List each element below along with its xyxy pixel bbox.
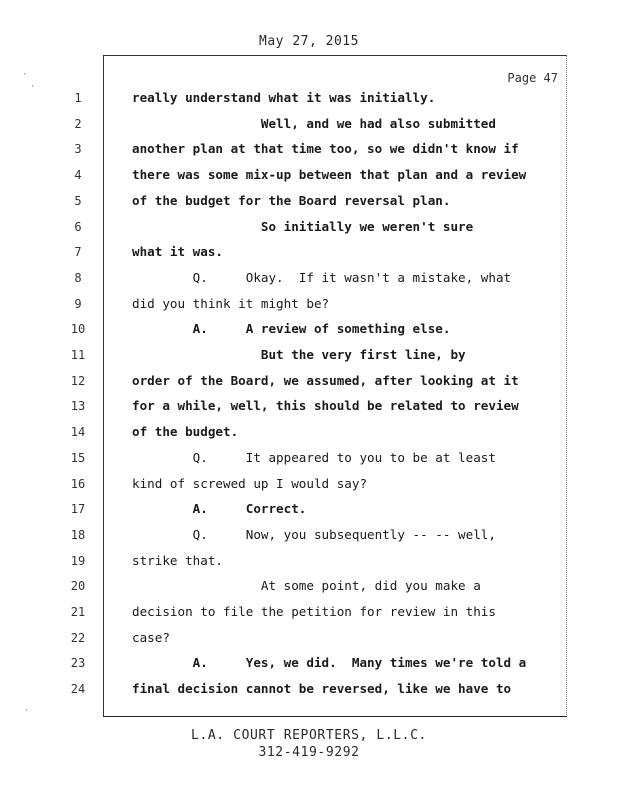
line-number: 12 [70,373,86,388]
line-text: there was some mix-up between that plan and a review [132,167,527,183]
line-number: 6 [74,219,82,234]
line-number: 20 [70,579,86,594]
page-number: Page 47 [507,71,558,85]
line-text: decision to file the petition for review in this [132,604,496,619]
line-text: A. A review of something else. [132,321,451,337]
transcript-line [0,629,618,655]
line-number: 19 [70,553,86,568]
line-number: 21 [70,605,86,619]
transcript-line [0,269,618,295]
line-text: kind of screwed up I would say? [132,475,368,491]
transcript-line [0,500,618,526]
transcript-line [0,166,618,192]
line-text: really understand what it was initially. [132,90,436,105]
line-number: 3 [74,142,82,157]
line-text: Q. Now, you subsequently -- -- well, [132,526,496,542]
line-number: 7 [74,245,82,260]
line-text: another plan at that time too, so we didn't know if [132,141,519,157]
line-text: A. Yes, we did. Many times we're told a [132,655,527,671]
line-number: 18 [70,527,86,542]
line-text: did you think it might be? [132,295,330,311]
transcript-line [0,192,618,218]
line-text: order of the Board, we assumed, after looking at it [132,372,519,388]
transcript-line [0,218,618,244]
line-text: Q. It appeared to you to be at least [132,449,496,465]
line-number: 23 [70,656,86,671]
transcript-line [0,680,618,706]
line-text: final decision cannot be reversed, like we have to [132,681,512,697]
line-number: 24 [70,682,86,697]
line-number: 15 [70,450,86,465]
line-text: Q. Okay. If it wasn't a mistake, what [132,269,512,285]
line-text: A. Correct. [132,501,307,517]
transcript-line [0,295,618,321]
transcript-line [0,89,618,115]
footer-company: L.A. COURT REPORTERS, L.L.C. [191,728,427,743]
transcript-line [0,320,618,346]
line-number: 22 [70,630,86,645]
line-number: 5 [74,193,82,208]
line-number: 1 [74,91,82,105]
transcript-line [0,577,618,603]
transcript-line [0,243,618,269]
transcript-line [0,346,618,372]
line-text: But the very first line, by [132,347,466,362]
scan-speck: · [30,82,36,92]
transcript-line [0,654,618,680]
transcript-line [0,115,618,141]
transcript-line [0,526,618,552]
line-text: At some point, did you make a [132,578,481,594]
scan-speck: · [22,70,28,80]
line-number: 13 [70,399,86,414]
line-text: Well, and we had also submitted [132,115,496,131]
transcript-line [0,475,618,501]
line-number: 16 [70,476,86,491]
transcript-line [0,140,618,166]
line-number: 17 [70,502,86,517]
line-text: strike that. [132,552,223,568]
line-text: So initially we weren't sure [132,218,474,234]
line-text: of the budget for the Board reversal plan. [132,192,451,208]
transcript-line [0,552,618,578]
transcript-line [0,372,618,398]
transcript-line [0,397,618,423]
transcript-line [0,603,618,629]
line-text: of the budget. [132,424,239,440]
line-number: 14 [70,425,86,440]
line-number: 4 [74,168,82,183]
line-text: what it was. [132,244,223,260]
scan-speck: · [24,706,30,716]
line-number: 10 [70,322,86,337]
line-text: case? [132,629,170,645]
header-date: May 27, 2015 [259,34,359,49]
line-number: 11 [70,348,86,362]
line-text: for a while, well, this should be related to review [132,398,519,414]
transcript-line [0,423,618,449]
transcript-line [0,449,618,475]
line-number: 9 [74,296,82,311]
footer-phone: 312-419-9292 [258,745,360,760]
line-number: 2 [74,116,82,131]
line-number: 8 [74,270,82,285]
